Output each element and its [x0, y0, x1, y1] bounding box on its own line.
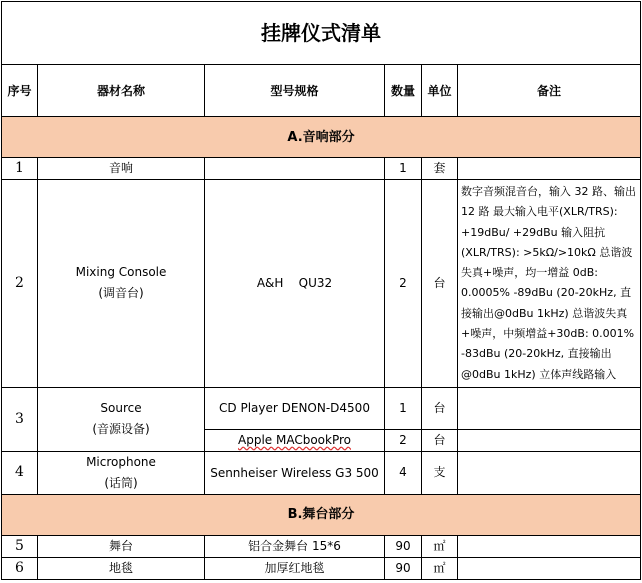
row-qty: 2: [385, 429, 422, 451]
row-unit: 台: [422, 180, 458, 388]
row-notes: [458, 535, 641, 557]
table-row: [2, 451, 641, 494]
header-unit: 单位: [422, 65, 458, 117]
row-unit: 台: [422, 429, 458, 451]
row-name-sub: (音源设备): [92, 422, 150, 437]
row-qty: 2: [385, 180, 422, 388]
row-model: CD Player DENON-D4500: [205, 387, 385, 429]
row-notes: [458, 158, 641, 180]
document-title: 挂牌仪式清单: [2, 2, 641, 65]
header-model: 型号规格: [205, 65, 385, 117]
section-audio: A.音响部分: [2, 117, 641, 158]
row-qty: 90: [385, 535, 422, 557]
row-name: Source: [100, 401, 142, 416]
row-notes: [458, 429, 641, 451]
row-seq: 2: [2, 180, 38, 388]
row-notes: 数字音频混音台，输入 32 路、输出 12 路 最大输入电平(XLR/TRS): +19dBu/ +29dBu 输入阻抗(XLR/TRS): >5kΩ/>10kΩ 总谐波失真+噪声，均一增益 0dB: 0.0005% -89dBu (20-20kHz, 直接输出@0dBu 1kHz) 总谐波失真+噪声，中频增益+30dB: 0.001% -83dBu (20-20kHz, 直接输出@0dBu 1kHz) 立体声线路输入: [458, 180, 641, 388]
row-name-cell: [38, 180, 205, 388]
row-name: Microphone: [86, 454, 156, 469]
table-row: [2, 387, 641, 429]
section-stage: B.舞台部分: [2, 494, 641, 535]
row-name: Mixing Console: [75, 265, 167, 280]
equipment-list-table: [1, 1, 641, 580]
row-notes: [458, 387, 641, 429]
table-row: [2, 557, 641, 579]
row-name-sub: (调音台): [98, 286, 144, 301]
row-model: A&H QU32: [205, 180, 385, 388]
row-qty: 1: [385, 387, 422, 429]
row-seq: 5: [2, 535, 38, 557]
row-unit: 套: [422, 158, 458, 180]
row-unit: 台: [422, 387, 458, 429]
row-name: 舞台: [38, 535, 205, 557]
row-model: Apple MACbookPro: [205, 429, 385, 451]
row-name-cell: [38, 451, 205, 494]
row-unit: ㎡: [422, 557, 458, 579]
row-seq: 6: [2, 557, 38, 579]
row-model: Sennheiser Wireless G3 500: [205, 451, 385, 494]
row-notes: [458, 557, 641, 579]
row-model: 铝合金舞台 15*6: [205, 535, 385, 557]
row-unit: 支: [422, 451, 458, 494]
row-name: 地毯: [38, 557, 205, 579]
row-seq: 1: [2, 158, 38, 180]
row-model: 加厚红地毯: [205, 557, 385, 579]
row-name: 音响: [38, 158, 205, 180]
row-seq: 4: [2, 451, 38, 494]
table-row: [2, 180, 641, 388]
row-notes: [458, 451, 641, 494]
row-qty: 90: [385, 557, 422, 579]
header-qty: 数量: [385, 65, 422, 117]
table-row: [2, 158, 641, 180]
row-model: [205, 158, 385, 180]
table-row: [2, 535, 641, 557]
header-notes: 备注: [458, 65, 641, 117]
row-name-sub: (话筒): [104, 475, 138, 490]
row-qty: 4: [385, 451, 422, 494]
row-unit: ㎡: [422, 535, 458, 557]
header-row: [2, 65, 641, 117]
row-qty: 1: [385, 158, 422, 180]
header-name: 器材名称: [38, 65, 205, 117]
header-seq: 序号: [2, 65, 38, 117]
row-seq: 3: [2, 387, 38, 451]
row-name-cell: [38, 387, 205, 451]
